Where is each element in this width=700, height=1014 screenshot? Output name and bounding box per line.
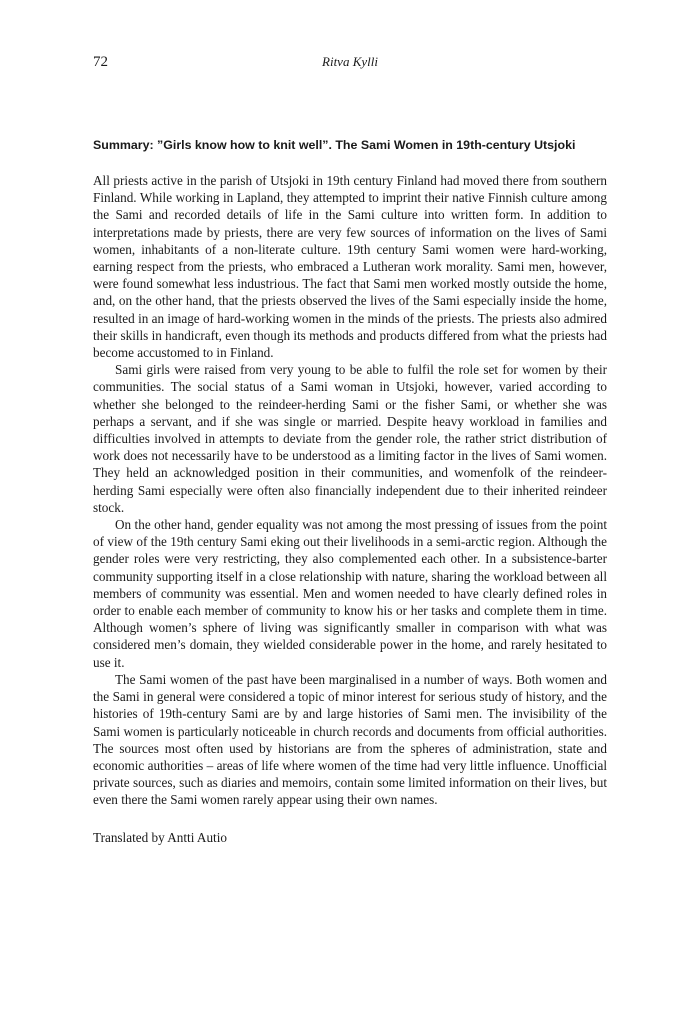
summary-paragraph-2: Sami girls were raised from very young to be able to fulfil the role set for women by their communities. The social status of a Sami woman in Utsjoki, however, varied according to whether she belonged to the reindeer-herding Sami or the fisher Sami, or whether she was perhaps a servant, and if she was single or married. Despite heavy workload in families and difficulties involved in attempts to deviate from the gender role, the rather strict distribution of work does not necessarily have to be understood as a limiting factor in the lives of Sami women. They held an acknowledged position in their communities, and womenfolk of the reindeer-herding Sami especially were often also financially independent due to their inherited reindeer stock.	[93, 362, 607, 515]
summary-paragraph-3: On the other hand, gender equality was not among the most pressing of issues from the point of view of the 19th century Sami eking out their livelihoods in a semi-arctic region. Although the gender roles were very restricting, they also complemented each other. In a subsistence-barter community supporting itself in a close relationship with nature, sharing the workload between all members of community was essential. Men and women needed to have clearly defined roles in order to enable each member of community to know his or her tasks and complete them in time. Although women’s sphere of living was significantly smaller in comparison with what was considered men’s domain, they wielded considerable power in the home, and rarely hesitated to use it.	[93, 517, 607, 670]
page-number: 72	[93, 54, 108, 70]
summary-paragraph-1: All priests active in the parish of Utsjoki in 19th century Finland had moved there from southern Finland. While working in Lapland, they attempted to imprint their native Finnish culture among the Sami and recorded details of life in the Sami culture into written form. In addition to interpretations made by priests, there are very few sources of information on the lives of Sami women, inhabitants of a non-literate culture. 19th century Sami women were hard-working, earning respect from the priests, who embraced a Lutheran work morality. Sami men, however, were found somewhat less industrious. The fact that Sami men worked mostly outside the home, and, on the other hand, that the priests observed the lives of the Sami especially inside the home, resulted in an image of hard-working women in the minds of the priests. The priests also admired their skills in handicraft, even though its methods and products differed from what the priests had become accustomed to in Finland.	[93, 173, 607, 361]
summary-paragraph-4: The Sami women of the past have been marginalised in a number of ways. Both women and the Sami in general were considered a topic of minor interest for serious study of history, and the histories of 19th-century Sami are by and large histories of Sami men. The invisibility of the Sami women is particularly noticeable in church records and documents from official authorities. The sources most often used by historians are from the spheres of administration, state and economic authorities – areas of life where women of the time had very little influence. Unofficial private sources, such as diaries and memoirs, contain some limited information on their lives, but even there the Sami women rarely appear using their own names.	[93, 671, 607, 808]
page-header	[93, 54, 607, 74]
running-head-author: Ritva Kylli	[322, 54, 378, 69]
summary-title: Summary: ”Girls know how to knit well”. The Sami Women in 19th-century Utsjoki	[93, 138, 576, 152]
translator-credit: Translated by Antti Autio	[93, 830, 227, 845]
summary-body	[93, 172, 607, 809]
